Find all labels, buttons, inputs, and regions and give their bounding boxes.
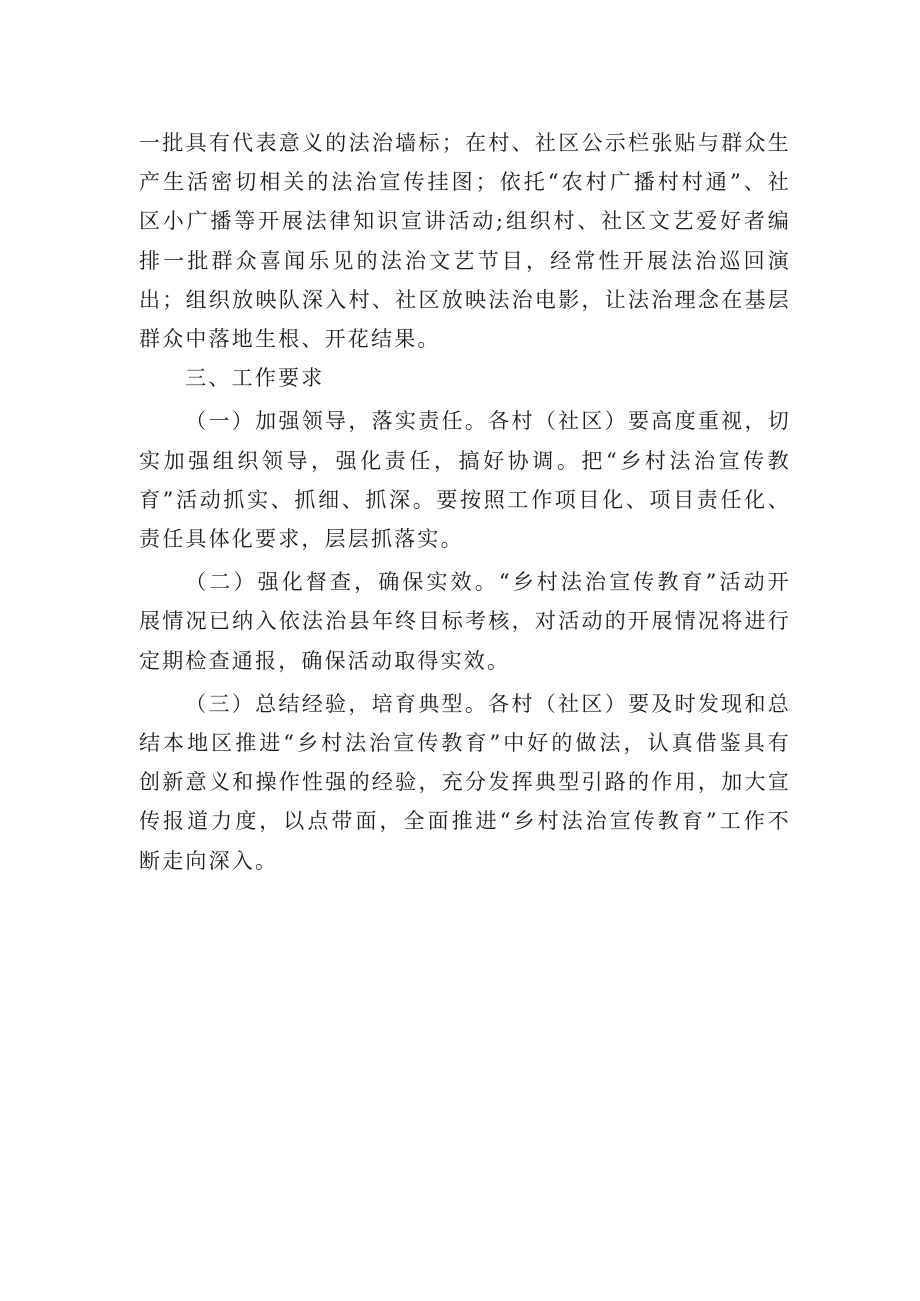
document-body (139, 124, 791, 881)
paragraph-continuation: 一批具有代表意义的法治墙标；在村、社区公示栏张贴与群众生产生活密切相关的法治宣传挂图；依托“农村广播村村通”、社区小广播等开展法律知识宣讲活动;组织村、社区文艺爱好者编排一批群众喜闻乐见的法治文艺节目，经常性开展法治巡回演出；组织放映队深入村、社区放映法治电影，让法治理念在基层群众中落地生根、开花结果。 (139, 131, 791, 352)
section-heading: 三、工作要求 (185, 366, 325, 391)
paragraph-requirement-3: （三）总结经验，培育典型。各村（社区）要及时发现和总结本地区推进“乡村法治宣传教育”中好的做法，认真借鉴具有创新意义和操作性强的经验，充分发挥典型引路的作用，加大宣传报道力度，以点带面，全面推进“乡村法治宣传教育”工作不断走向深入。 (139, 691, 791, 873)
paragraph-requirement-1: （一）加强领导，落实责任。各村（社区）要高度重视，切实加强组织领导，强化责任，搞好协调。把“乡村法治宣传教育”活动抓实、抓细、抓深。要按照工作项目化、项目责任化、责任具体化要求，层层抓落实。 (139, 409, 791, 552)
paragraph-requirement-2: （二）强化督查，确保实效。“乡村法治宣传教育”活动开展情况已纳入依法治县年终目标考核，对活动的开展情况将进行定期检查通报，确保活动取得实效。 (139, 570, 791, 673)
